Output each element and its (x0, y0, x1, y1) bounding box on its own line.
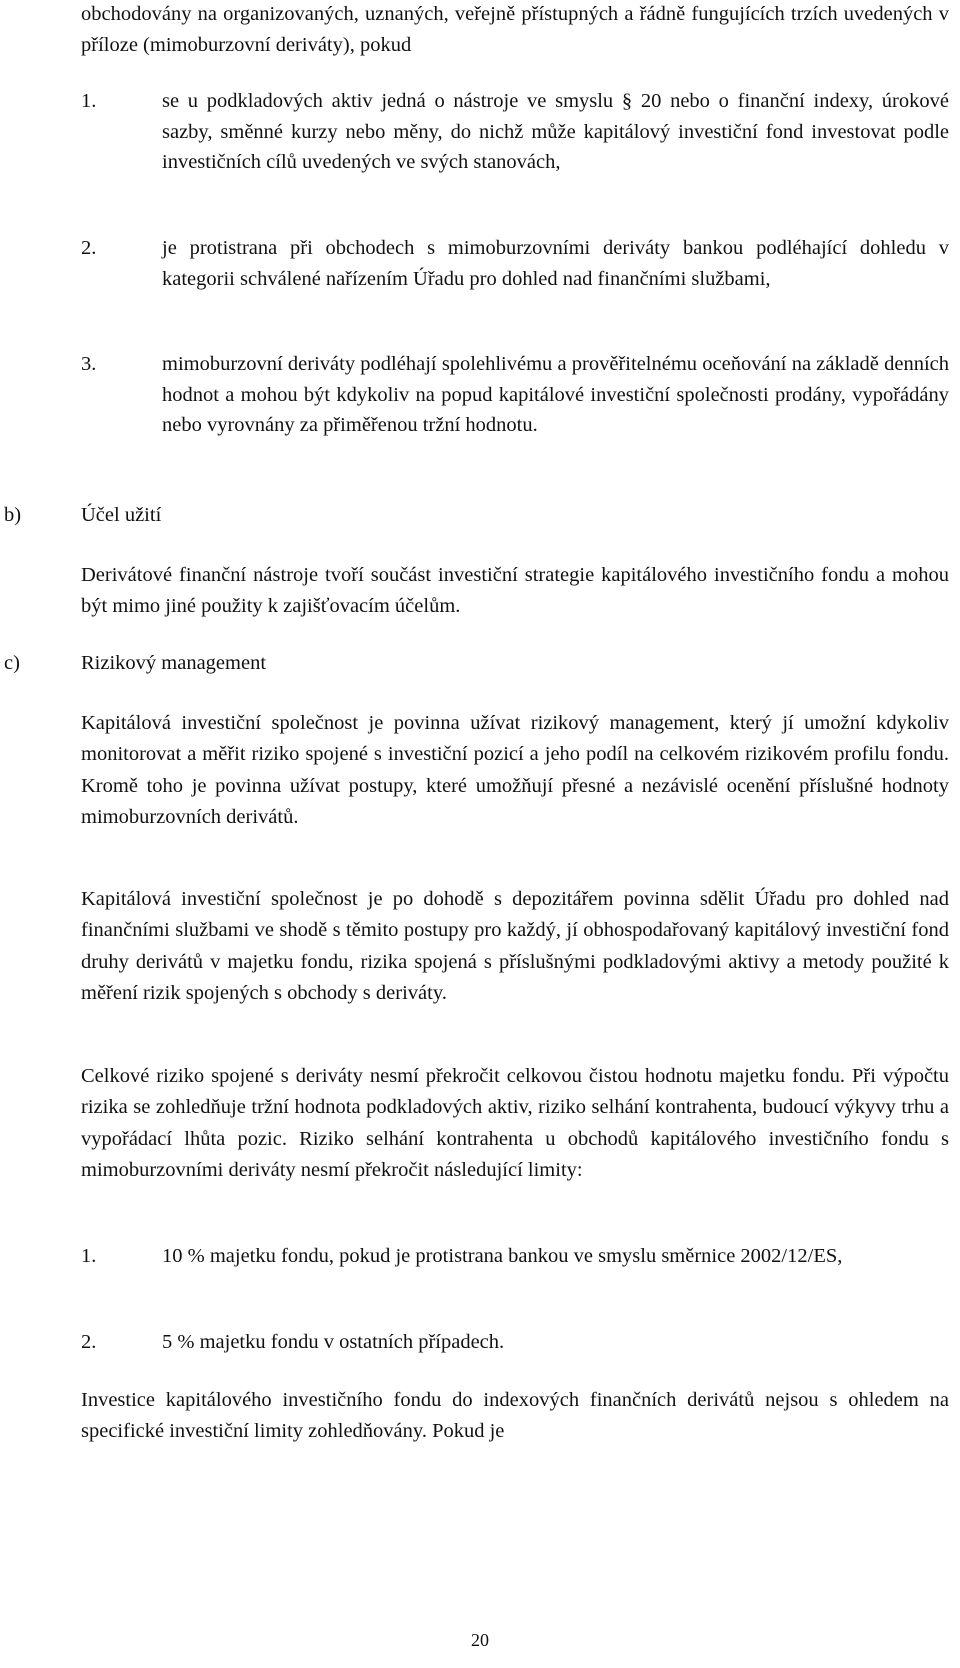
section-b-paragraph: Derivátové finanční nástroje tvoří součást investiční strategie kapitálového investičního fondu a mohou být mimo jiné použity k zajišťovacím účelům. (81, 564, 949, 618)
limit-text: 10 % majetku fondu, pokud je protistrana bankou ve smyslu směrnice 2002/12/ES, (162, 1245, 843, 1267)
page-number: 20 (471, 1630, 489, 1650)
condition-number: 2. (81, 237, 97, 259)
limit-number: 1. (81, 1245, 97, 1267)
limit-number: 2. (81, 1331, 97, 1353)
total-risk-paragraph: Celkové riziko spojené s deriváty nesmí překročit celkovou čistou hodnotu majetku fondu. Při výpočtu rizika se zohledňuje tržní hodnota podkladových aktiv, riziko selhání kontrahenta, budoucí výkyvy trhu a vypořádací lhůta pozic. Riziko selhání kontrahenta u obchodů kapitálového investičního fondu s mimoburzovními deriváty nesmí překročit následující limity: (81, 1065, 949, 1182)
limit-text: 5 % majetku fondu v ostatních případech. (162, 1331, 505, 1353)
risk-management-paragraph: Kapitálová investiční společnost je povinna užívat rizikový management, který jí umožní kdykoliv monitorovat a měřit riziko spojené s investiční pozicí a jeho podíl na celkovém rizikovém profilu fondu. Kromě toho je povinna užívat postupy, které umožňují přesné a nezávislé ocenění příslušné hodnoty mimoburzovních derivátů. (81, 712, 949, 829)
intro-paragraph: obchodovány na organizovaných, uznaných, veřejně přístupných a řádně fungujících trzích uvedených v příloze (mimoburzovní deriváty), pokud (81, 3, 949, 56)
closing-paragraph: Investice kapitálového investičního fondu do indexových finančních derivátů nejsou s ohledem na specifické investiční limity zohledňovány. Pokud je (81, 1389, 949, 1443)
condition-number: 1. (81, 90, 97, 112)
condition-text: se u podkladových aktiv jedná o nástroje ve smyslu § 20 nebo o finanční indexy, úrokové sazby, směnné kurzy nebo měny, do nichž může kapitálový investiční fond investovat podle investičních cílů uvedených ve svých stanovách, (162, 90, 949, 173)
section-c-letter: c) (4, 652, 20, 674)
condition-text: mimoburzovní deriváty podléhají spolehlivému a prověřitelnému oceňování na základě denních hodnot a mohou být kdykoliv na popud kapitálové investiční společnosti prodány, vypořádány nebo vyrovnány za přiměřenou tržní hodnotu. (162, 353, 949, 436)
section-b-title: Účel užití (81, 504, 162, 526)
condition-number: 3. (81, 353, 97, 375)
depositary-paragraph: Kapitálová investiční společnost je po dohodě s depozitářem povinna sdělit Úřadu pro dohled nad finančními službami ve shodě s těmito postupy pro každý, jí obhospodařovaný kapitálový investiční fond druhy derivátů v majetku fondu, rizika spojená s příslušnými podkladovými aktivy a metody použité k měření rizik spojených s obchody s deriváty. (81, 888, 949, 1005)
section-b-letter: b) (4, 504, 22, 526)
condition-text: je protistrana při obchodech s mimoburzovními deriváty bankou podléhající dohledu v kategorii schválené nařízením Úřadu pro dohled nad finančními službami, (162, 237, 949, 290)
section-c-title: Rizikový management (81, 652, 267, 674)
